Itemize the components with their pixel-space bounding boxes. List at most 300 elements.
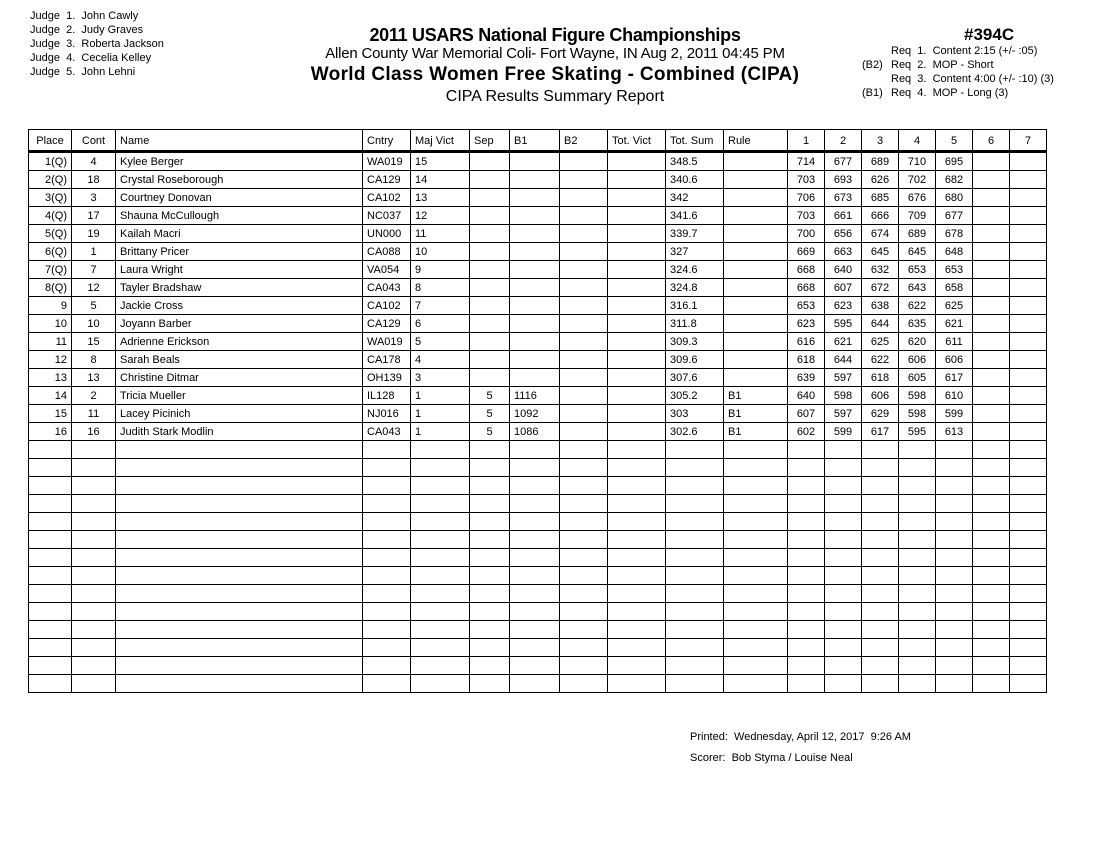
tot-vict-cell — [608, 567, 666, 585]
tot-vict-cell — [608, 423, 666, 441]
maj-vict-cell — [411, 549, 470, 567]
cont-cell — [72, 621, 116, 639]
tot-vict-cell — [608, 441, 666, 459]
b1-cell — [510, 261, 560, 279]
maj-vict-cell — [411, 531, 470, 549]
name-cell: Tayler Bradshaw — [116, 279, 363, 297]
cont-cell: 18 — [72, 171, 116, 189]
judge-4-score: 595 — [899, 423, 936, 441]
rule-cell — [724, 495, 788, 513]
tot-vict-cell — [608, 639, 666, 657]
empty-table-row — [29, 675, 1047, 693]
tot-vict-cell — [608, 675, 666, 693]
b1-cell — [510, 585, 560, 603]
cntry-cell — [363, 657, 411, 675]
empty-table-row — [29, 639, 1047, 657]
judge-5-score — [936, 477, 973, 495]
cont-cell: 5 — [72, 297, 116, 315]
empty-table-row — [29, 513, 1047, 531]
judge-4-score: 598 — [899, 405, 936, 423]
judge-6-score — [973, 477, 1010, 495]
judge-1-score: 714 — [788, 152, 825, 171]
tot-vict-cell — [608, 387, 666, 405]
judge-4-score: 676 — [899, 189, 936, 207]
judge-5-score — [936, 567, 973, 585]
judge-4-score: 620 — [899, 333, 936, 351]
name-cell — [116, 675, 363, 693]
place-cell: 7(Q) — [29, 261, 72, 279]
column-header-b1: B1 — [510, 130, 560, 152]
b1-cell — [510, 513, 560, 531]
tot-sum-cell: 327 — [666, 243, 724, 261]
b2-cell — [560, 189, 608, 207]
judge-6-score — [973, 657, 1010, 675]
cntry-cell: CA178 — [363, 351, 411, 369]
sep-cell — [470, 477, 510, 495]
requirement-text: Req 3. Content 4:00 (+/- :10) (3) — [891, 73, 1054, 85]
judge-5-score: 606 — [936, 351, 973, 369]
place-cell — [29, 477, 72, 495]
rule-cell — [724, 639, 788, 657]
requirement-3 — [862, 72, 1054, 86]
b1-cell — [510, 171, 560, 189]
place-cell: 14 — [29, 387, 72, 405]
cont-cell: 12 — [72, 279, 116, 297]
judge-1-score — [788, 513, 825, 531]
b1-cell — [510, 549, 560, 567]
cont-cell: 15 — [72, 333, 116, 351]
tot-sum-cell: 342 — [666, 189, 724, 207]
tot-vict-cell — [608, 279, 666, 297]
judge-5-score: 621 — [936, 315, 973, 333]
place-cell: 3(Q) — [29, 189, 72, 207]
judge-4-score — [899, 513, 936, 531]
b2-cell — [560, 441, 608, 459]
b1-cell — [510, 315, 560, 333]
judge-3-score — [862, 603, 899, 621]
maj-vict-cell — [411, 513, 470, 531]
tot-sum-cell — [666, 657, 724, 675]
cntry-cell — [363, 495, 411, 513]
b1-cell — [510, 621, 560, 639]
rule-cell — [724, 585, 788, 603]
maj-vict-cell — [411, 495, 470, 513]
judge-1-score: 700 — [788, 225, 825, 243]
judge-2-score: 663 — [825, 243, 862, 261]
tot-vict-cell — [608, 621, 666, 639]
judge-4-score — [899, 549, 936, 567]
sep-cell — [470, 351, 510, 369]
place-cell: 9 — [29, 297, 72, 315]
b2-cell — [560, 315, 608, 333]
sep-cell — [470, 441, 510, 459]
judge-7-score — [1010, 513, 1047, 531]
maj-vict-cell: 1 — [411, 423, 470, 441]
rule-cell — [724, 567, 788, 585]
judge-4-score: 598 — [899, 387, 936, 405]
judge-1-score — [788, 441, 825, 459]
column-header-place: Place — [29, 130, 72, 152]
b2-cell — [560, 567, 608, 585]
tot-vict-cell — [608, 333, 666, 351]
sep-cell — [470, 369, 510, 387]
table-row — [29, 243, 1047, 261]
column-header-name: Name — [116, 130, 363, 152]
judge-3-score: 626 — [862, 171, 899, 189]
b2-cell — [560, 279, 608, 297]
table-row — [29, 369, 1047, 387]
requirements-list — [862, 44, 1054, 100]
sep-cell — [470, 459, 510, 477]
judge-4-score: 605 — [899, 369, 936, 387]
b2-cell — [560, 243, 608, 261]
requirement-text: Req 1. Content 2:15 (+/- :05) — [891, 45, 1038, 57]
tot-sum-cell — [666, 585, 724, 603]
judge-6-score — [973, 405, 1010, 423]
b1-cell — [510, 477, 560, 495]
name-cell: Christine Ditmar — [116, 369, 363, 387]
maj-vict-cell: 3 — [411, 369, 470, 387]
judge-6-score — [973, 567, 1010, 585]
judge-2: Judge 2. Judy Graves — [30, 24, 144, 36]
b1-cell — [510, 603, 560, 621]
tot-vict-cell — [608, 171, 666, 189]
cntry-cell: NC037 — [363, 207, 411, 225]
maj-vict-cell: 10 — [411, 243, 470, 261]
maj-vict-cell — [411, 639, 470, 657]
judge-7-score — [1010, 585, 1047, 603]
judge-3-score: 666 — [862, 207, 899, 225]
judge-6-score — [973, 603, 1010, 621]
judge-3-score: 644 — [862, 315, 899, 333]
b1-cell — [510, 675, 560, 693]
judge-6-score — [973, 333, 1010, 351]
maj-vict-cell: 12 — [411, 207, 470, 225]
judge-2-score — [825, 603, 862, 621]
tot-vict-cell — [608, 225, 666, 243]
tot-sum-cell: 324.6 — [666, 261, 724, 279]
judge-6-score — [973, 207, 1010, 225]
judge-2-score: 693 — [825, 171, 862, 189]
b2-cell — [560, 297, 608, 315]
place-cell — [29, 513, 72, 531]
name-cell: Courtney Donovan — [116, 189, 363, 207]
tot-sum-cell: 339.7 — [666, 225, 724, 243]
judge-1-score: 653 — [788, 297, 825, 315]
tot-sum-cell — [666, 477, 724, 495]
rule-cell — [724, 152, 788, 171]
rule-cell — [724, 189, 788, 207]
cont-cell: 8 — [72, 351, 116, 369]
judge-7-score — [1010, 495, 1047, 513]
name-cell — [116, 621, 363, 639]
empty-table-row — [29, 603, 1047, 621]
judge-3-score: 622 — [862, 351, 899, 369]
judge-6-score — [973, 297, 1010, 315]
cont-cell — [72, 441, 116, 459]
rule-cell: B1 — [724, 423, 788, 441]
judge-1-score: 668 — [788, 279, 825, 297]
tot-sum-cell — [666, 621, 724, 639]
judge-7-score — [1010, 441, 1047, 459]
table-row — [29, 189, 1047, 207]
judge-7-score — [1010, 207, 1047, 225]
tot-vict-cell — [608, 513, 666, 531]
judge-2-score: 673 — [825, 189, 862, 207]
sep-cell — [470, 549, 510, 567]
b1-cell — [510, 243, 560, 261]
judge-7-score — [1010, 152, 1047, 171]
place-cell: 11 — [29, 333, 72, 351]
rule-cell — [724, 297, 788, 315]
name-cell — [116, 585, 363, 603]
rule-cell — [724, 261, 788, 279]
judge-4-score: 643 — [899, 279, 936, 297]
cont-cell: 1 — [72, 243, 116, 261]
judge-2-score: 640 — [825, 261, 862, 279]
judge-1-score — [788, 495, 825, 513]
cntry-cell — [363, 441, 411, 459]
b1-cell — [510, 279, 560, 297]
cntry-cell: WA019 — [363, 152, 411, 171]
judge-6-score — [973, 315, 1010, 333]
judge-5-score: 658 — [936, 279, 973, 297]
rule-cell — [724, 315, 788, 333]
cont-cell: 19 — [72, 225, 116, 243]
judge-5-score — [936, 639, 973, 657]
column-header-3: 3 — [862, 130, 899, 152]
cntry-cell — [363, 459, 411, 477]
sep-cell — [470, 567, 510, 585]
name-cell: Judith Stark Modlin — [116, 423, 363, 441]
tot-vict-cell — [608, 189, 666, 207]
cont-cell — [72, 459, 116, 477]
requirement-text: Req 2. MOP - Short — [891, 59, 994, 71]
place-cell: 1(Q) — [29, 152, 72, 171]
judge-7-score — [1010, 459, 1047, 477]
judge-3-score: 674 — [862, 225, 899, 243]
judge-1-score: 706 — [788, 189, 825, 207]
sep-cell: 5 — [470, 405, 510, 423]
rule-cell — [724, 207, 788, 225]
rule-cell — [724, 621, 788, 639]
empty-table-row — [29, 441, 1047, 459]
maj-vict-cell: 8 — [411, 279, 470, 297]
printed-timestamp: Printed: Wednesday, April 12, 2017 9:26 AM — [690, 731, 911, 743]
b2-cell — [560, 225, 608, 243]
sep-cell — [470, 152, 510, 171]
judge-1-score — [788, 459, 825, 477]
maj-vict-cell — [411, 441, 470, 459]
judge-4-score: 653 — [899, 261, 936, 279]
judge-1-score — [788, 477, 825, 495]
cntry-cell: NJ016 — [363, 405, 411, 423]
judge-1-score: 602 — [788, 423, 825, 441]
judge-2-score — [825, 621, 862, 639]
judge-2-score: 644 — [825, 351, 862, 369]
cntry-cell — [363, 477, 411, 495]
judge-6-score — [973, 351, 1010, 369]
maj-vict-cell: 15 — [411, 152, 470, 171]
tot-sum-cell: 324.8 — [666, 279, 724, 297]
tot-sum-cell: 307.6 — [666, 369, 724, 387]
place-cell — [29, 657, 72, 675]
column-header-tot-sum: Tot. Sum — [666, 130, 724, 152]
tot-vict-cell — [608, 657, 666, 675]
tot-sum-cell: 303 — [666, 405, 724, 423]
place-cell — [29, 567, 72, 585]
tot-vict-cell — [608, 549, 666, 567]
judge-7-score — [1010, 639, 1047, 657]
sep-cell — [470, 279, 510, 297]
judge-3-score: 672 — [862, 279, 899, 297]
judge-3-score — [862, 675, 899, 693]
cntry-cell — [363, 621, 411, 639]
table-row — [29, 423, 1047, 441]
tot-vict-cell — [608, 603, 666, 621]
place-cell — [29, 459, 72, 477]
maj-vict-cell: 7 — [411, 297, 470, 315]
judge-7-score — [1010, 531, 1047, 549]
judge-4-score — [899, 567, 936, 585]
column-header-cont: Cont — [72, 130, 116, 152]
tot-sum-cell — [666, 495, 724, 513]
event-code: #394C — [964, 25, 1015, 44]
b2-cell — [560, 333, 608, 351]
b2-cell — [560, 585, 608, 603]
table-row — [29, 405, 1047, 423]
maj-vict-cell: 13 — [411, 189, 470, 207]
judge-7-score — [1010, 225, 1047, 243]
cntry-cell: OH139 — [363, 369, 411, 387]
judge-6-score — [973, 423, 1010, 441]
judge-3-score: 617 — [862, 423, 899, 441]
table-row — [29, 333, 1047, 351]
b2-cell — [560, 152, 608, 171]
sep-cell — [470, 639, 510, 657]
judge-3-score — [862, 531, 899, 549]
sep-cell — [470, 531, 510, 549]
judge-6-score — [973, 261, 1010, 279]
cntry-cell — [363, 603, 411, 621]
cntry-cell — [363, 585, 411, 603]
name-cell: Jackie Cross — [116, 297, 363, 315]
judge-4-score — [899, 621, 936, 639]
b2-cell — [560, 675, 608, 693]
judge-7-score — [1010, 567, 1047, 585]
place-cell — [29, 621, 72, 639]
judge-2-score — [825, 639, 862, 657]
judge-2-score — [825, 459, 862, 477]
tot-sum-cell: 340.6 — [666, 171, 724, 189]
name-cell: Kailah Macri — [116, 225, 363, 243]
judge-4-score: 606 — [899, 351, 936, 369]
judge-4-score — [899, 477, 936, 495]
table-row — [29, 351, 1047, 369]
b2-cell — [560, 459, 608, 477]
judge-4-score: 635 — [899, 315, 936, 333]
tot-sum-cell — [666, 549, 724, 567]
judge-6-score — [973, 585, 1010, 603]
table-row — [29, 152, 1047, 171]
judge-3-score — [862, 495, 899, 513]
b2-cell — [560, 531, 608, 549]
judge-6-score — [973, 171, 1010, 189]
judge-5-score: 648 — [936, 243, 973, 261]
judge-7-score — [1010, 657, 1047, 675]
judge-6-score — [973, 621, 1010, 639]
tot-vict-cell — [608, 405, 666, 423]
rule-cell — [724, 477, 788, 495]
judge-1-score: 703 — [788, 207, 825, 225]
table-row — [29, 279, 1047, 297]
sep-cell — [470, 657, 510, 675]
place-cell: 8(Q) — [29, 279, 72, 297]
judge-2-score — [825, 531, 862, 549]
judge-4-score — [899, 675, 936, 693]
b1-cell — [510, 351, 560, 369]
tot-sum-cell — [666, 459, 724, 477]
judge-7-score — [1010, 675, 1047, 693]
judge-5-score: 695 — [936, 152, 973, 171]
b1-cell: 1086 — [510, 423, 560, 441]
judge-6-score — [973, 387, 1010, 405]
judge-3-score: 629 — [862, 405, 899, 423]
cntry-cell: VA054 — [363, 261, 411, 279]
judge-7-score — [1010, 261, 1047, 279]
judge-5-score — [936, 585, 973, 603]
judge-5-score — [936, 531, 973, 549]
sep-cell — [470, 675, 510, 693]
sep-cell — [470, 495, 510, 513]
judge-6-score — [973, 279, 1010, 297]
empty-table-row — [29, 621, 1047, 639]
judge-3-score: 689 — [862, 152, 899, 171]
b1-cell — [510, 567, 560, 585]
column-header-1: 1 — [788, 130, 825, 152]
tot-vict-cell — [608, 495, 666, 513]
judge-1-score — [788, 549, 825, 567]
name-cell — [116, 657, 363, 675]
requirement-flag: (B1) — [862, 87, 883, 99]
rule-cell: B1 — [724, 387, 788, 405]
empty-table-row — [29, 567, 1047, 585]
b1-cell — [510, 333, 560, 351]
judge-5-score: 677 — [936, 207, 973, 225]
table-header-row — [29, 130, 1047, 152]
judge-3-score — [862, 639, 899, 657]
sep-cell — [470, 621, 510, 639]
tot-sum-cell — [666, 603, 724, 621]
table-row — [29, 261, 1047, 279]
judge-6-score — [973, 225, 1010, 243]
column-header-tot-vict: Tot. Vict — [608, 130, 666, 152]
place-cell: 2(Q) — [29, 171, 72, 189]
cntry-cell: UN000 — [363, 225, 411, 243]
name-cell — [116, 531, 363, 549]
maj-vict-cell: 9 — [411, 261, 470, 279]
judge-1-score: 616 — [788, 333, 825, 351]
judge-7-score — [1010, 369, 1047, 387]
judge-1-score: 669 — [788, 243, 825, 261]
judge-5-score — [936, 513, 973, 531]
b1-cell — [510, 297, 560, 315]
tot-sum-cell: 316.1 — [666, 297, 724, 315]
tot-sum-cell — [666, 513, 724, 531]
tot-vict-cell — [608, 297, 666, 315]
cont-cell — [72, 639, 116, 657]
judge-2-score: 595 — [825, 315, 862, 333]
